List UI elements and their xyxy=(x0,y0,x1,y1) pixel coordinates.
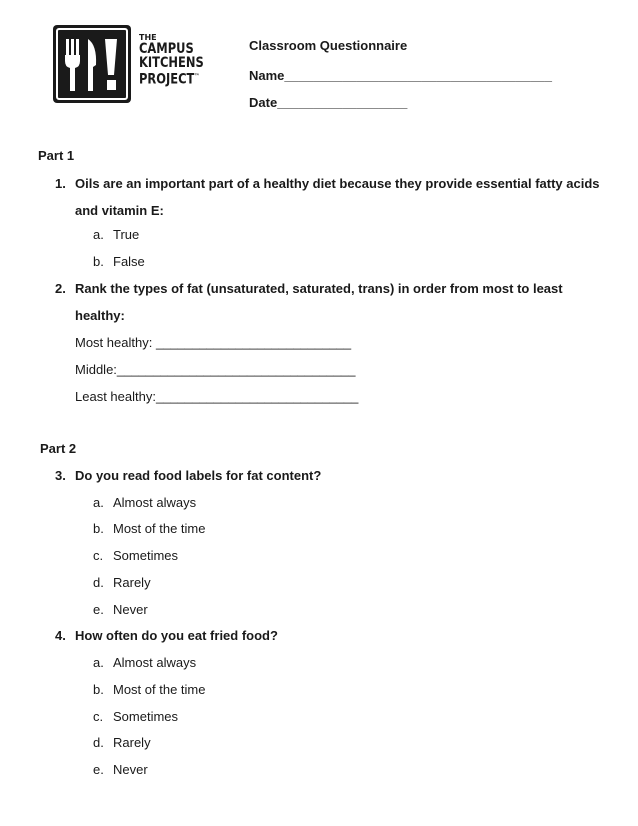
q3-option-c[interactable]: Sometimes xyxy=(113,548,179,563)
date-label: Date xyxy=(249,95,278,110)
q3-option-e[interactable]: Never xyxy=(113,602,148,617)
q3-text: Do you read food labels for fat content? xyxy=(75,468,322,483)
logo-project-word: PROJECT xyxy=(139,71,195,88)
q4-option-e-letter: e. xyxy=(93,762,104,777)
q1-option-a-letter: a. xyxy=(93,227,104,242)
q1-number: 1. xyxy=(55,176,66,191)
date-blank[interactable]: __________________ xyxy=(277,95,408,110)
q4-option-e[interactable]: Never xyxy=(113,762,148,777)
middle-field[interactable] xyxy=(75,362,356,377)
q1-text-line2: and vitamin E: xyxy=(75,203,164,218)
logo-wordmark xyxy=(139,33,218,87)
part1-heading: Part 1 xyxy=(38,148,75,163)
name-blank[interactable]: _____________________________________ xyxy=(284,68,552,83)
least-healthy-label: Least healthy: xyxy=(75,389,156,404)
q3-option-a[interactable]: Almost always xyxy=(113,495,197,510)
most-healthy-label: Most healthy: xyxy=(75,335,156,350)
q4-option-a-letter: a. xyxy=(93,655,104,670)
logo-project xyxy=(139,70,204,87)
q4-option-a[interactable]: Almost always xyxy=(113,655,197,670)
middle-label: Middle: xyxy=(75,362,117,377)
q2-text-line2: healthy: xyxy=(75,308,125,323)
q4-option-b-letter: b. xyxy=(93,682,104,697)
q1-option-a[interactable]: True xyxy=(113,227,140,242)
most-healthy-field[interactable] xyxy=(75,335,351,350)
q4-option-c-letter: c. xyxy=(93,709,104,724)
q3-option-b-letter: b. xyxy=(93,521,104,536)
campus-kitchens-logo xyxy=(53,25,203,107)
q3-option-c-letter: c. xyxy=(93,548,104,563)
q4-option-c[interactable]: Sometimes xyxy=(113,709,179,724)
q3-option-b[interactable]: Most of the time xyxy=(113,521,206,536)
most-healthy-blank[interactable]: ___________________________ xyxy=(155,335,352,350)
least-healthy-field[interactable] xyxy=(75,389,358,404)
q4-option-d-letter: d. xyxy=(93,735,104,750)
q3-option-d[interactable]: Rarely xyxy=(113,575,151,590)
q3-option-e-letter: e. xyxy=(93,602,104,617)
least-healthy-blank[interactable]: ____________________________ xyxy=(155,389,359,404)
date-field[interactable] xyxy=(249,95,407,110)
q1-text-line1: Oils are an important part of a healthy diet because they provide essential fatty acids xyxy=(75,176,600,191)
q3-option-a-letter: a. xyxy=(93,495,104,510)
fork-knife-exclamation-icon xyxy=(53,25,131,103)
q4-text: How often do you eat fried food? xyxy=(75,628,278,643)
q3-option-d-letter: d. xyxy=(93,575,104,590)
q4-option-b[interactable]: Most of the time xyxy=(113,682,206,697)
middle-blank[interactable]: _________________________________ xyxy=(116,362,356,377)
logo-the: THE xyxy=(139,33,157,42)
logo-kitchens: KITCHENS xyxy=(139,55,204,71)
logo-campus: CAMPUS xyxy=(139,41,194,57)
name-field[interactable] xyxy=(249,68,552,83)
questionnaire-title: Classroom Questionnaire xyxy=(249,38,408,53)
q2-number: 2. xyxy=(55,281,66,296)
q4-number: 4. xyxy=(55,628,66,643)
q1-option-b[interactable]: False xyxy=(113,254,145,269)
q2-text-line1: Rank the types of fat (unsaturated, saturated, trans) in order from most to least xyxy=(75,281,563,296)
q3-number: 3. xyxy=(55,468,66,483)
part2-heading: Part 2 xyxy=(40,441,77,456)
logo-tm: ™ xyxy=(194,73,200,80)
q4-option-d[interactable]: Rarely xyxy=(113,735,151,750)
q1-option-b-letter: b. xyxy=(93,254,104,269)
name-label: Name xyxy=(249,68,285,83)
